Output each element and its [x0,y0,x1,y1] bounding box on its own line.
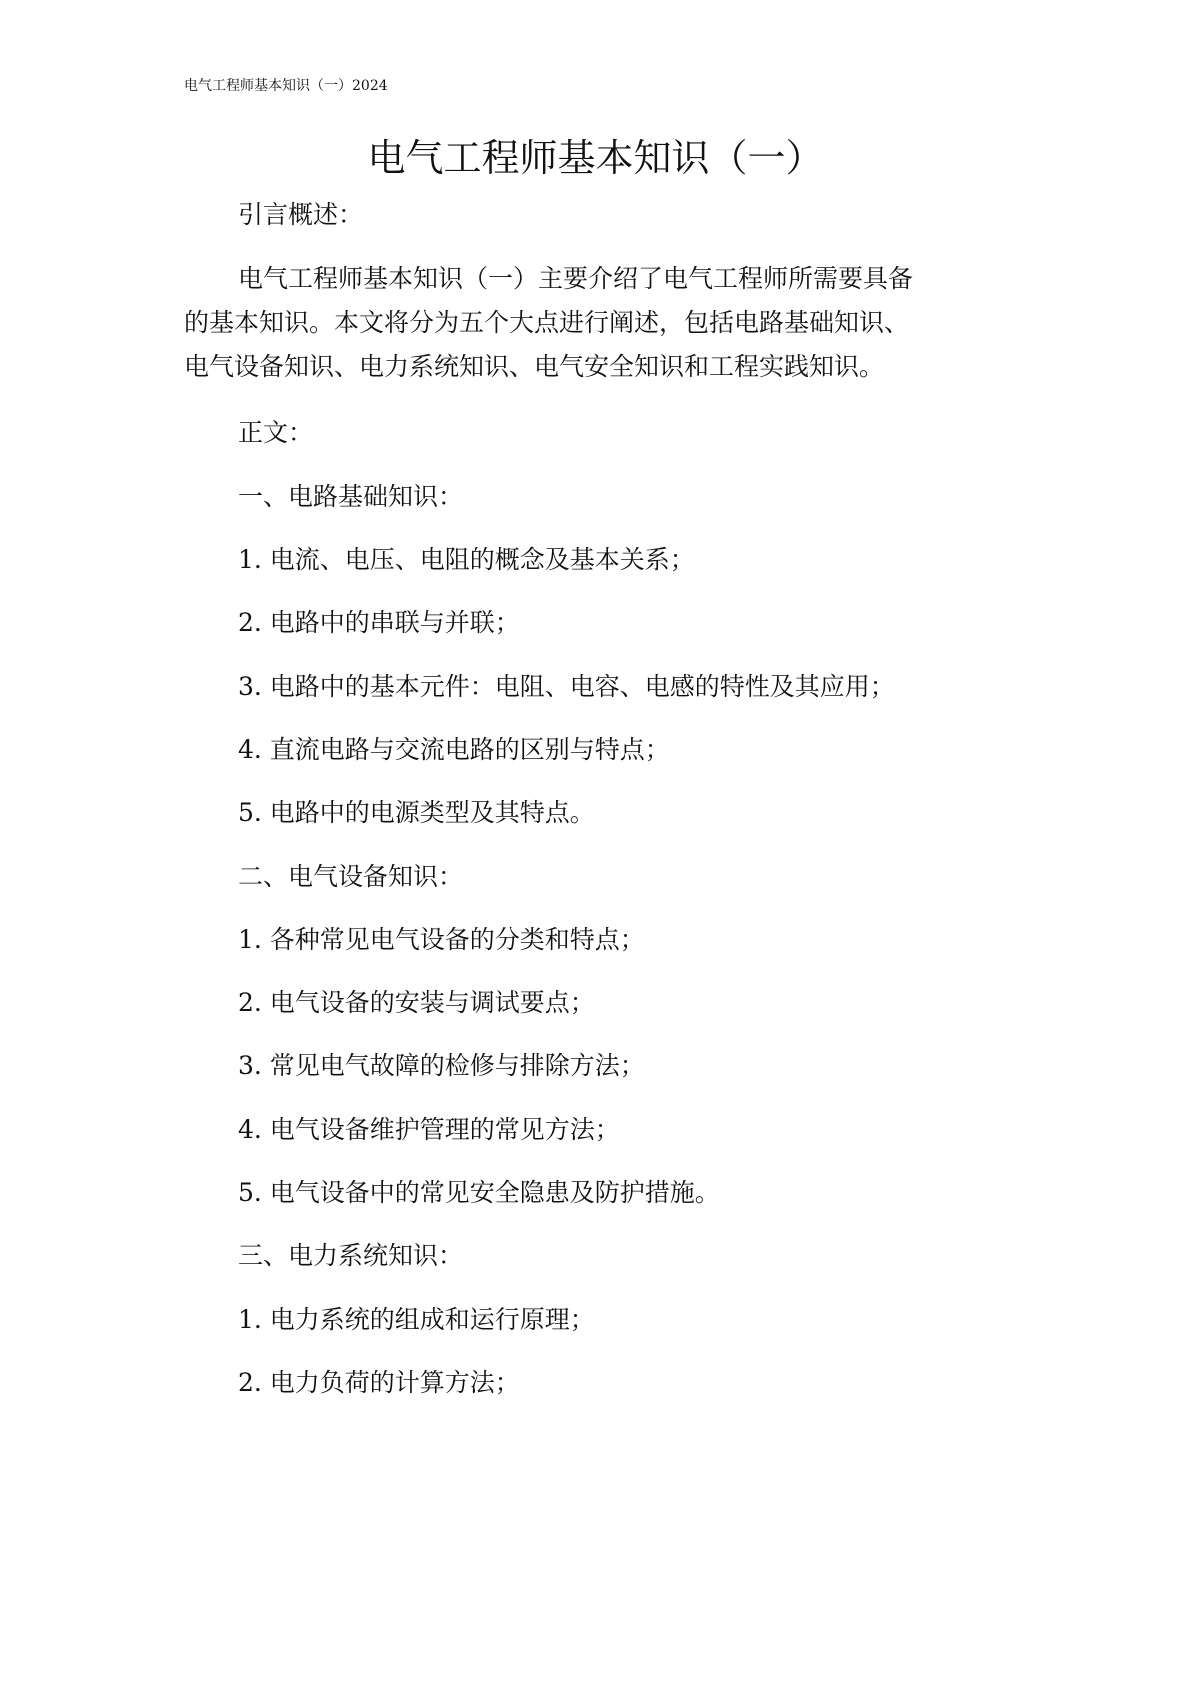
intro-paragraph-line: 电气工程师基本知识（一）主要介绍了电气工程师所需要具备 [238,264,914,293]
document-title: 电气工程师基本知识（一） [367,136,824,180]
body-heading: 正文： [238,418,314,447]
list-item: 2. 电气设备的安装与调试要点； [238,988,595,1017]
list-item: 3. 常见电气故障的检修与排除方法； [238,1051,645,1080]
list-item: 5. 电路中的电源类型及其特点。 [238,798,595,827]
list-item: 1. 各种常见电气设备的分类和特点； [238,925,645,954]
running-header: 电气工程师基本知识（一）2024 [184,78,388,94]
section-title-equipment: 二、电气设备知识： [238,862,464,891]
list-item: 1. 电流、电压、电阻的概念及基本关系； [238,545,695,574]
list-item: 4. 电气设备维护管理的常见方法； [238,1115,620,1144]
list-item: 5. 电气设备中的常见安全隐患及防护措施。 [238,1178,720,1207]
section-title-circuit-basics: 一、电路基础知识： [238,482,464,511]
section-title-power-system: 三、电力系统知识： [238,1241,464,1270]
list-item: 4. 直流电路与交流电路的区别与特点； [238,735,670,764]
list-item: 2. 电力负荷的计算方法； [238,1368,520,1397]
intro-paragraph-line: 电气设备知识、电力系统知识、电气安全知识和工程实践知识。 [184,352,885,381]
list-item: 2. 电路中的串联与并联； [238,608,520,637]
intro-heading: 引言概述： [238,200,364,229]
intro-paragraph-line: 的基本知识。本文将分为五个大点进行阐述，包括电路基础知识、 [184,308,910,337]
list-item: 1. 电力系统的组成和运行原理； [238,1305,595,1334]
list-item: 3. 电路中的基本元件：电阻、电容、电感的特性及其应用； [238,672,895,701]
